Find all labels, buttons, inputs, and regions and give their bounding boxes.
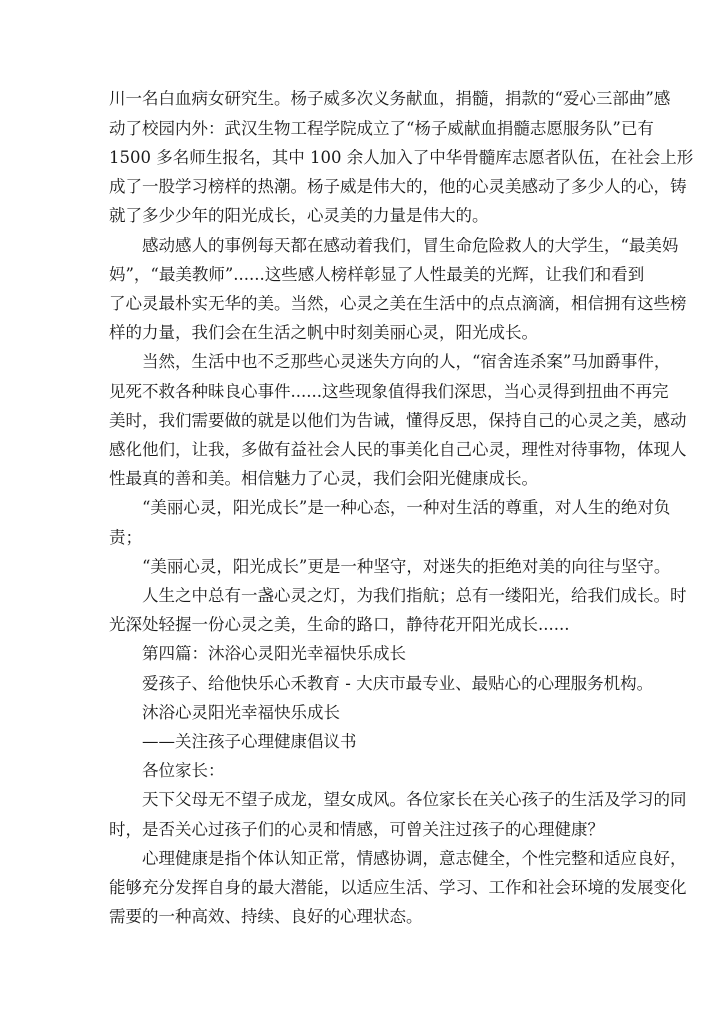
document-title: 沐浴心灵阳光幸福快乐成长 bbox=[142, 703, 340, 722]
body-line: 1500 多名师生报名，其中 100 余人加入了中华骨髓库志愿者队伍，在社会上形 bbox=[109, 148, 694, 167]
body-line: 责； bbox=[109, 528, 142, 547]
paragraph-first-line: “美丽心灵，阳光成长”是一种心态，一种对生活的尊重，对人生的绝对负 bbox=[142, 498, 671, 517]
body-line: 见死不救各种昧良心事件......这些现象值得我们深思，当心灵得到扭曲不再完 bbox=[109, 382, 669, 401]
body-line: 感化他们，让我，多做有益社会人民的事美化自己心灵，理性对待事物，体现人 bbox=[109, 440, 687, 459]
salutation: 各位家长： bbox=[142, 761, 225, 780]
paragraph-first-line: 人生之中总有一盏心灵之灯，为我们指航；总有一缕阳光，给我们成长。时 bbox=[142, 586, 687, 605]
paragraph-first-line: 心理健康是指个体认知正常，情感协调，意志健全，个性完整和适应良好， bbox=[142, 849, 687, 868]
body-line: 妈”，“最美教师”......这些感人榜样彰显了人性最美的光辉，让我们和看到 bbox=[109, 265, 645, 284]
body-line: 了心灵最朴实无华的美。当然，心灵之美在生活中的点点滴滴，相信拥有这些榜 bbox=[109, 294, 687, 313]
paragraph-first-line: “美丽心灵，阳光成长”更是一种坚守，对迷失的拒绝对美的向往与坚守。 bbox=[142, 557, 671, 576]
body-line: 样的力量，我们会在生活之帆中时刻美丽心灵，阳光成长。 bbox=[109, 323, 538, 342]
body-line: 川一名白血病女研究生。杨子威多次义务献血，捐髓，捐款的“爱心三部曲”感 bbox=[109, 89, 671, 108]
document-subtitle: ——关注孩子心理健康倡议书 bbox=[142, 732, 357, 751]
paragraph-first-line: 感动感人的事例每天都在感动着我们，冒生命危险救人的大学生，“最美妈 bbox=[142, 236, 679, 255]
body-line: 成了一股学习榜样的热潮。杨子威是伟大的，他的心灵美感动了多少人的心，铸 bbox=[109, 177, 687, 196]
body-line: 就了多少少年的阳光成长，心灵美的力量是伟大的。 bbox=[109, 206, 489, 225]
section-heading: 第四篇：沐浴心灵阳光幸福快乐成长 bbox=[142, 644, 406, 663]
body-line: 爱孩子、给他快乐心禾教育 - 大庆市最专业、最贴心的心理服务机构。 bbox=[142, 674, 654, 693]
body-line: 能够充分发挥自身的最大潜能，以适应生活、学习、工作和社会环境的发展变化 bbox=[109, 878, 687, 897]
body-line: 性最真的善和美。相信魅力了心灵，我们会阳光健康成长。 bbox=[109, 469, 538, 488]
body-line: 时，是否关心过孩子们的心灵和情感，可曾关注过孩子的心理健康？ bbox=[109, 820, 604, 839]
body-line: 光深处轻握一份心灵之美，生命的路口，静待花开阳光成长...... bbox=[109, 615, 570, 634]
paragraph-first-line: 天下父母无不望子成龙，望女成风。各位家长在关心孩子的生活及学习的同 bbox=[142, 790, 687, 809]
body-line: 美时，我们需要做的就是以他们为告诫，懂得反思，保持自己的心灵之美，感动 bbox=[109, 411, 687, 430]
body-line: 动了校园内外：武汉生物工程学院成立了“杨子威献血捐髓志愿服务队”已有 bbox=[109, 119, 654, 138]
paragraph-first-line: 当然，生活中也不乏那些心灵迷失方向的人，“宿舍连杀案”马加爵事件， bbox=[142, 352, 671, 371]
body-line: 需要的一种高效、持续、良好的心理状态。 bbox=[109, 907, 423, 926]
